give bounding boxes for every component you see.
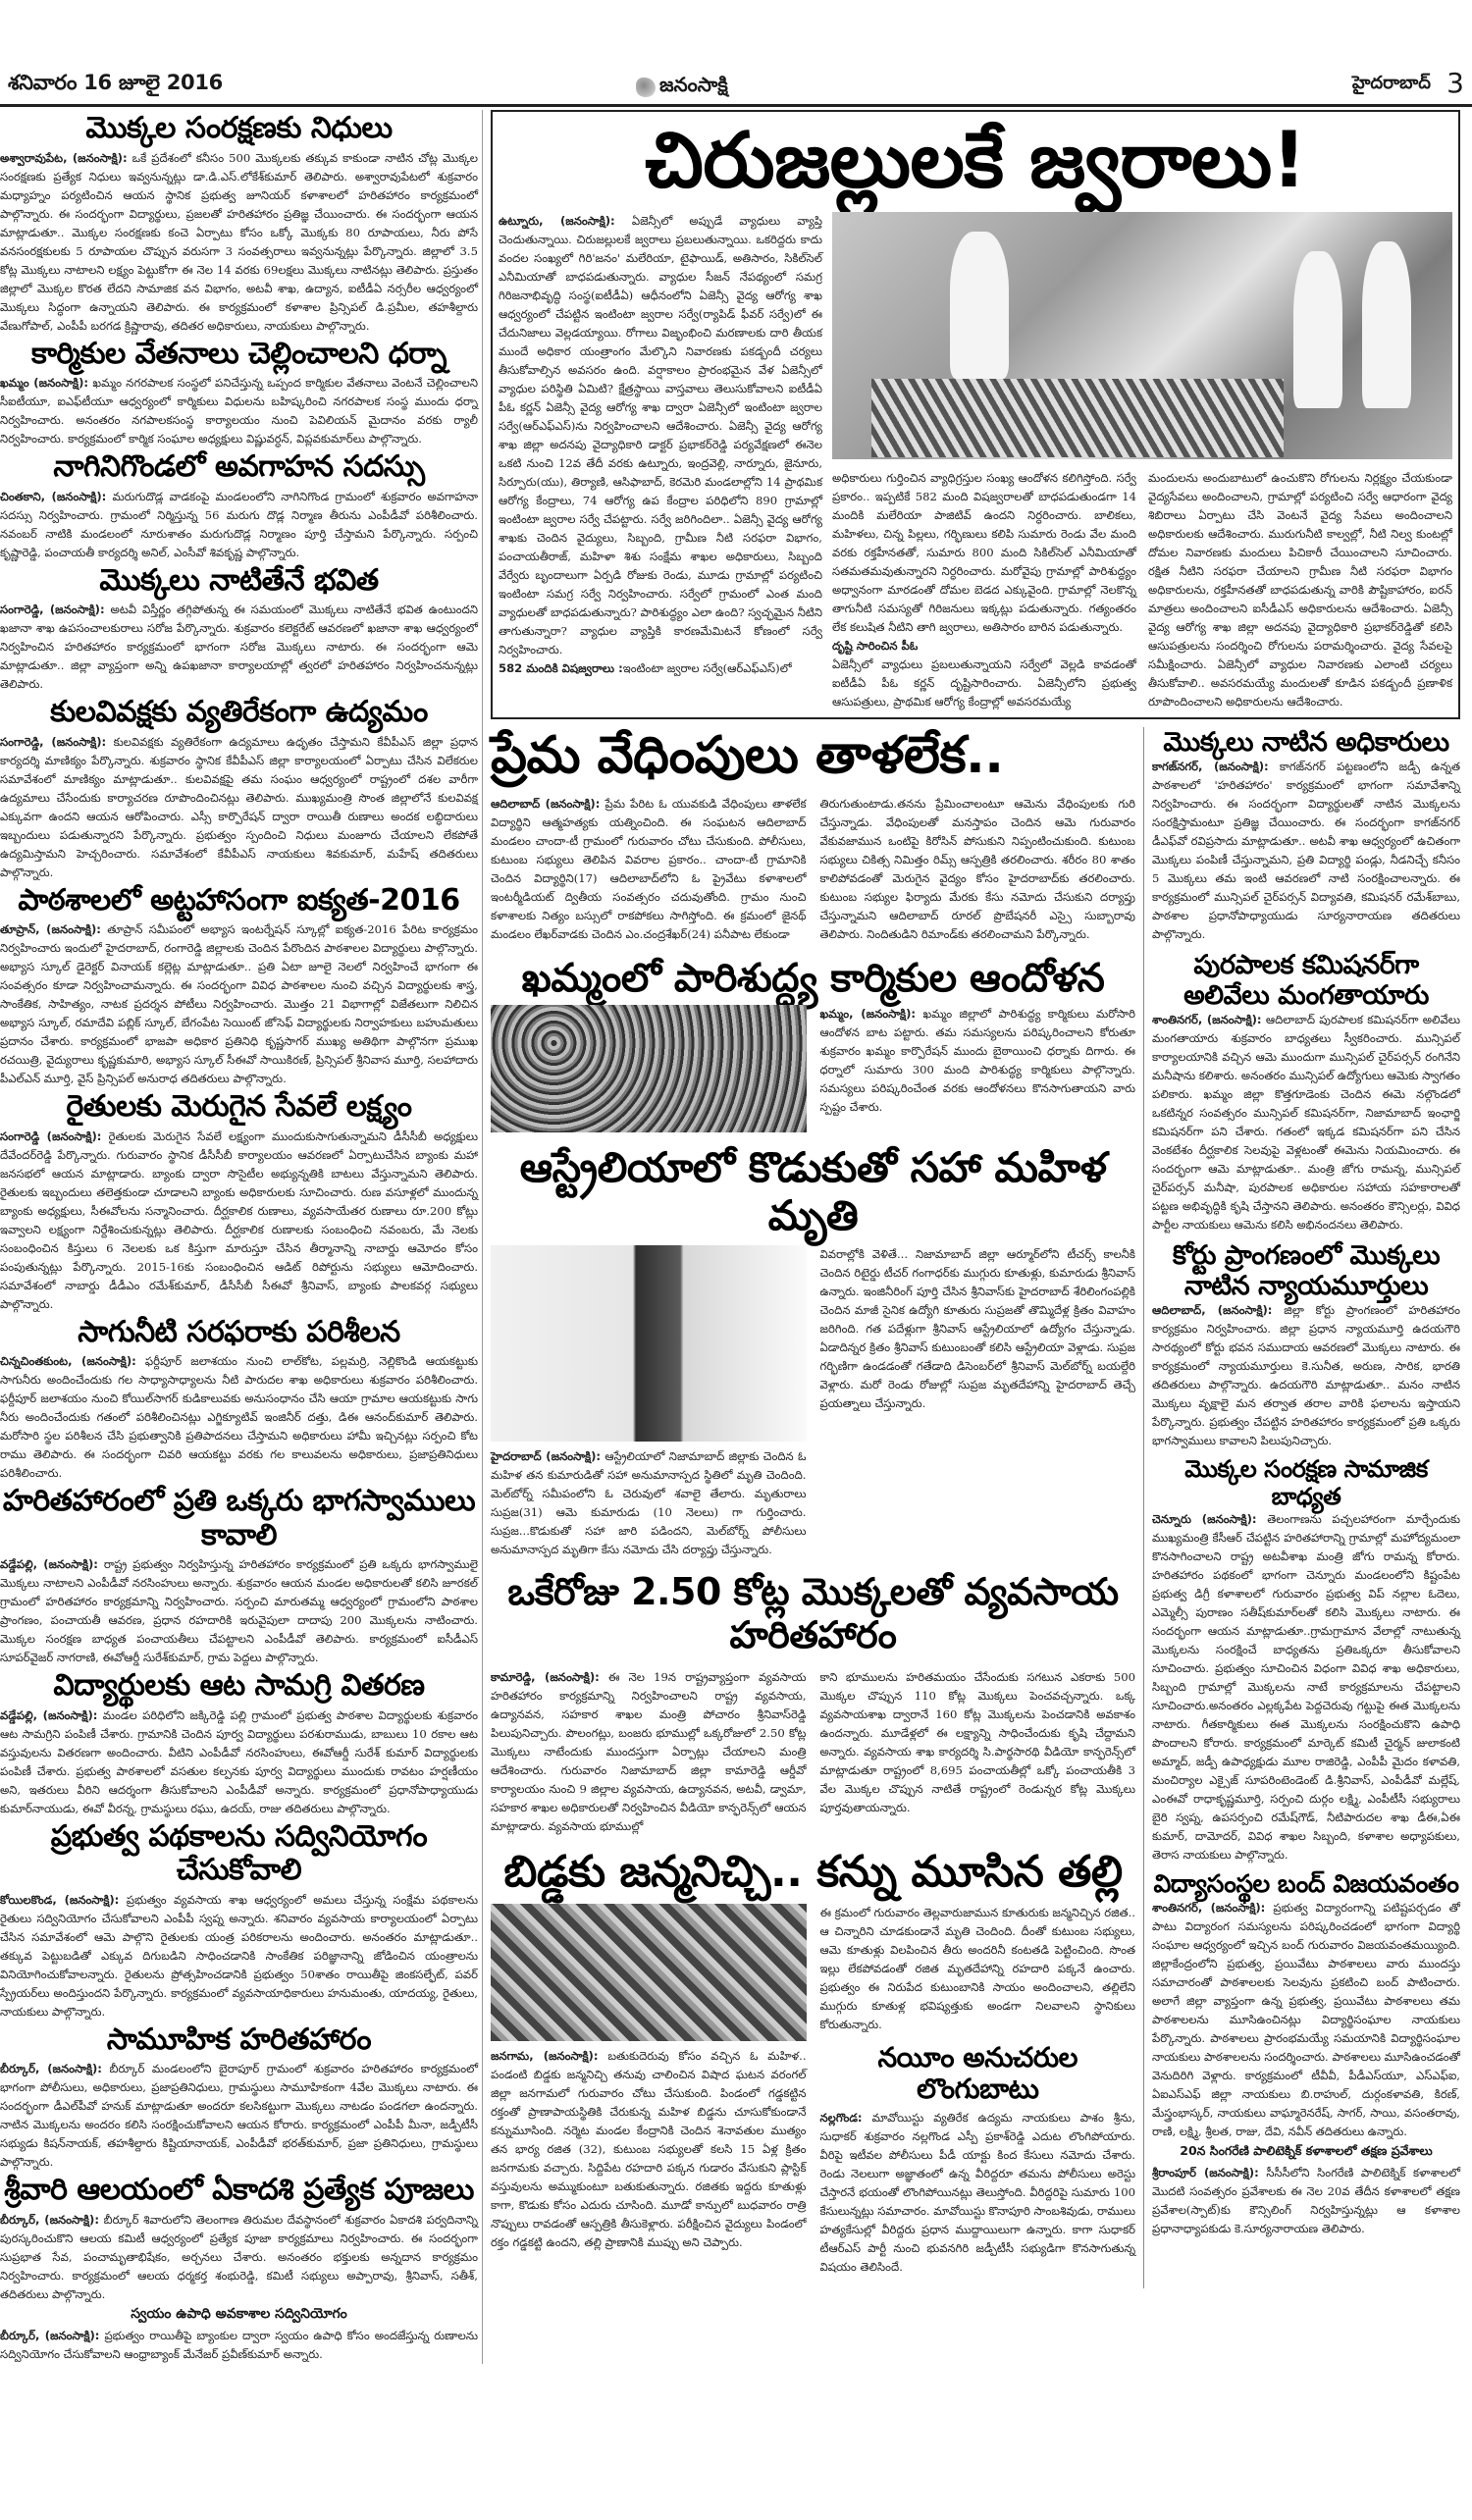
dateline: ఖమ్మం, (జనంసాక్షి): [819, 1007, 917, 1022]
article-body: కులవివక్షకు వ్యతిరేకంగా ఉద్యమాలు ఉధృతం చేస్తామని కేవీపీఎస్ జిల్లా ప్రధాన కార్యదర్శి మాణిక్యం పేర్కొన్నారు. శుక్రవారం స్థానిక కేవీపీఎస్ జిల్లా కార్యాలయంలో ఏర్పాటు చేసిన విలేకరుల సమావేశంలో మాణిక్యం మాట్లాడుతూ.. కులవివక్షపై తమ సంఘం ఆధ్వర్యంలో రాష్ట్రంలో దశల వారీగా ఉద్యమాలు చేసేందుకు కార్యాచరణ రూపొందించినట్లు తెలిపారు. ముఖ్యమంత్రి సొంత జిల్లాలోనే కులవివక్ష ఎక్కువగా ఉందని ఆయన ఆరోపించారు. ఎస్సీ కార్పొరేషన్ ద్వారా రాయితీ రుణాలు అందక లబ్ధిదారులు ఇబ్బందులు పడుతున్నారని పేర్కొన్నారు. ప్రభుత్వం స్పందించి నిధులు మంజూరు చేయాలని లేకపోతే ఉద్యమిస్తామని హెచ్చరించారు. సమావేశంలో కేవీపీఎస్ నాయకులు శివకుమార్, మహేష్ తదితరులు పాల్గొన్నారు. [0, 734, 478, 879]
headline: కులవివక్షకు వ్యతిరేకంగా ఉద్యమం [50, 695, 428, 729]
article-body: ప్రేమ పేరిట ఓ యువకుడి వేధింపులు తాళలేక విద్యార్థిని ఆత్మహత్యకు యత్నించింది. ఈ సంఘటన ఆదిలాబాద్ మండలం చాందా-టీ గ్రామంలో గురువారం చోటు చేసుకుంది. పోలీసులు, కుటుంబ సభ్యులు తెలిపిన వివరాల ప్రకారం.. చాందా-టీ గ్రామానికి చెందిన విద్యార్థిని(17) ఆదిలాబాద్‌లోని ఓ ప్రైవేటు కళాశాలలో ఇంటర్మీడియట్ ద్వితీయ సంవత్సరం చదువుతోంది. గ్రామం నుంచి కళాశాలకు నిత్యం బస్సులో రాకపోకలు సాగిస్తోంది. ఈ క్రమంలో జైనథ్ మండలం లేఖర్‌వాడకు చెందిన ఎం.చంద్రశేఖర్(24) పనీపాట లేకుండా [491, 797, 807, 942]
dateline: శ్రీరాంపూర్ (జనంసాక్షి): [1152, 2165, 1259, 2179]
dateline: తూప్రాన్, (జనంసాక్షి): [0, 922, 101, 936]
article-body: మండల పరిధిలోని జక్కిరెడ్డి పల్లి గ్రామంలో ప్రభుత్వ పాఠశాల విద్యార్థులకు శుక్రవారం ఆట సామగ్రిని పంపిణీ చేశారు. గ్రామానికి చెందిన పూర్వ విద్యార్థులు పరశురాముడు, బాబులు 10 రకాల ఆట వస్తువులను వితరణగా అందించారు. వీటిని ఎంపీడీవో నరసింహులు, ఈవోఆర్డీ సురేశ్ కుమార్ విద్యార్థులకు పంపిణీ చేశారు. ప్రభుత్వ పాఠశాలలో వసతుల కల్పనకు పూర్వ విద్యార్థులు ముందుకు రావటం హర్షణీయం అని, ఇతరులు వీరిని ఆదర్శంగా తీసుకోవాలని ఎంపీడీవో అన్నారు. కార్యక్రమంలో ప్రధానోపాధ్యాయుడు కుమార్‌నాయుడు, ఈవో వీరన్న, గ్రామస్థులు రఘు, ఉదయ్, రాజు తదితరులు పాల్గొన్నారు. [0, 1707, 478, 1815]
dateline: కాగజ్‌నగర్, (జనంసాక్షి): [1152, 759, 1269, 773]
dateline: ఆదిలాబాద్, (జనంసాక్షి): [1152, 1302, 1273, 1317]
article-polytechnic-spot-admissions [1152, 2143, 1460, 2238]
dateline: ఉట్నూరు, (జనంసాక్షి): [499, 213, 615, 228]
dateline: నల్లగొండ: [819, 2111, 863, 2126]
article-body: తెలంగాణను పచ్చలహారంగా మార్చేందుకు ముఖ్యమంత్రి కేసీఆర్ చేపట్టిన హరితహారాన్ని గ్రామాల్లో మహోద్యమంలా కొనసాగించాలని రాష్ట్ర అటవీశాఖ మంత్రి జోగు రామన్న కోరారు. హరితహారం పథకంలో భాగంగా చెన్నూరు మండలంలోని కిష్టంపేట ప్రభుత్వ డిగ్రీ కళాశాలలో గురువారం ప్రభుత్వ విప్ నల్లాల ఓదెలు, ఎమ్మెల్సీ పురాణం సతీష్‌కుమార్‌లతో కలిసి మొక్కలు నాటారు. ఈ సందర్భంగా ఆయన మాట్లాడుతూ..గ్రామగ్రామాన వేలాల్లో నాటుతున్న మొక్కలను సంరక్షించే బాధ్యతను ప్రతిఒక్కరూ తీసుకోవాలని సూచించారు. ప్రభుత్వం సూచించిన విధంగా వివిధ శాఖ అధికారులు, సిబ్బంది గ్రామాల్లో మొక్కలను నాటే కార్యక్రమాలను చేపట్టాలని సూచించారు.అనంతరం ఎల్లక్కపేట పెద్దచెరువు గట్టుపై ఈత మొక్కలను నాటారు. గీతకార్మికులు ఈత మొక్కలను సంరక్షించుకొని ఉపాధి పొందాలని కోరారు. కార్యక్రమంలో మార్కెట్ కమిటీ చైర్మన్ జులాకంటి అమ్మాద్, జడ్పీ ఉపాధ్యక్షుడు మూల రాజిరెడ్డి, ఎంపీపీ మైదం కళావతి, మంచిర్యాల ఎక్సైజ్ సూపరింటెండెంట్ డి.శ్రీనివాస్, ఎంపీడీవో మల్లేష్, ఎంఈవో రాధాకృష్ణమూర్తి, సర్పంచి దుర్గం లక్ష్మి, ఎంపీటీసీ సభ్యురాలు బైరి స్వప్న, ఉపసర్పంచి రమేష్‌గౌడ్, నీటిపారుదల శాఖ డీఈ,ఏఈ కుమార్, దామోదర్, వివిధ శాఖల సిబ్బంది, కళాశాల అధ్యాపకులు, తెరాస నాయకులు పాల్గొన్నారు. [1152, 1512, 1461, 1863]
article-workers-dharna [0, 338, 478, 449]
article-aikyata-2016 [0, 884, 478, 1089]
dateline: ఖమ్మం (జనంసాక్షి): [0, 376, 89, 390]
article-body: మందులను అందుబాటులో ఉంచుకొని రోగులను నిర్లక్ష్యం చేయకుండా వైద్యసేవలు అందించాలని, గ్రామాల్లో పర్యటించి సర్వే ఆధారంగా వైద్య శిబిరాలు ఏర్పాటు చేసి వెంటనే వైద్య సేవలు అందించాలని అధికారులకు ఆదేశించారు. మురుగునీటి కాల్వల్లో, నీటి నిల్వ కుంటల్లో దోమల నివారణకు మందులు పిచికారీ చేయించాలని సూచించారు. రక్షిత నీటిని సరఫరా చేయాలని గ్రామీణ నీటి సరఫరా విభాగం అధికారులను, రక్తహీనతతో బాధపడుతున్న వారికి పౌష్టికాహారం, ఐరన్ మాత్రలు అందించాలని ఐసీడీఎస్ అధికారులను ఆదేశించారు. ఏజెన్సీ వైద్య ఆరోగ్య శాఖ జిల్లా అదనపు వైద్యాధికారి ప్రభాకర్‌రెడ్డితో కలిసి ఆసుపత్రులను సందర్శించి రోగులను పరామర్శించారు. వైద్య సేవలపై సమీక్షించారు. ఏజెన్సీలో వ్యాధుల నివారణకు ఎలాంటి చర్యలు తీసుకోవాలి.. అవసరమయ్యే మందులతో కూడిన పకడ్బందీ ప్రణాళిక రూపొందించాలని అధికారులను ఆదేశించారు. [1148, 470, 1452, 709]
article-farmer-services [0, 1090, 478, 1314]
dateline: చెన్నూరు (జనంసాక్షి): [1152, 1512, 1257, 1527]
article-body: ఇంటింటా జ్వరాల సర్వే(ఆర్ఎఫ్ఎస్)లో [622, 660, 792, 675]
headline: మొక్కలు నాటితేనే భవిత [99, 562, 379, 598]
headline: ప్రభుత్వ పథకాలను సద్వినియోగం చేసుకోవాలి [50, 1818, 428, 1887]
headline: ఖమ్మంలో పారిశుద్ధ్య కార్మికుల ఆందోళన [521, 956, 1105, 1002]
lead-subhead-fevers: 582 మందికి విషజ్వరాలు : [499, 660, 623, 675]
subheadline: 20న సింగరేణి పాలిటెక్నిక్ కళాశాలలో తక్షణ ప్రవేశాలు [1180, 2142, 1433, 2158]
article-mother-dies-after-birth [491, 1848, 1135, 2277]
article-body: రాష్ట్ర ప్రభుత్వం నిర్వహిస్తున్న హరితహారం కార్యక్రమంలో ప్రతి ఒక్కరు భాగస్వాములై మొక్కలు నాటాలని ఎంపీడీవో నరసింహులు అన్నారు. శుక్రవారం ఆయన మండల అధికారులతో కలిసి జూరకల్ గ్రామంలో హరితహారం కార్యక్రమాన్ని నిర్వహించారు. సర్పంచి మారుతమ్మ ఆధ్వర్యంలో గ్రామంలోని పాఠశాల ప్రాంగణం, పంచాయతీ ఆవరణ, ప్రధాన రహదారికి ఇరువైపులా దాదాపు 200 మొక్కలను నాటించారు. మొక్కల సంరక్షణ బాధ్యత పంచాయతీలు చేపట్టాలని ఎంపీడీవో తెలిపారు. కార్యక్రమంలో ఐసీడీఎస్ సూపర్‌వైజర్ నాగరాణి, ఈవోఆర్డీ సురేశ్‌కుమార్, గ్రామ పెద్దలు పాల్గొన్నారు. [0, 1557, 478, 1664]
dateline: బీర్కూర్, (జనంసాక్షి): [0, 2328, 100, 2342]
article-body: ప్రభుత్వ విద్యారంగాన్ని పటిష్టపర్చడం తో పాటు విద్యారంగ సమస్యలను పరిష్కరించడంలో భాగంగా విద్యార్థి సంఘాల ఆధ్వర్యంలో ఇచ్చిన బంద్ గురువారం విజయవంతమయ్యింది. జిల్లాకేంద్రంలోని ప్రభుత్వ, ప్రయివేటు పాఠశాలలు వారు ముందస్తు సమాచారంతో పాఠశాలలకు సెలవును ప్రకటించి బంద్ పాటించారు. అలాగే జిల్లా వ్యాప్తంగా ఉన్న ప్రభుత్వ, ప్రయివేటు పాఠశాలలు తమ పాఠశాలలను మూసిఉంచినట్లు విద్యార్థిసంఘాల నాయకులు పేర్కొన్నారు. పాఠశాలలు ప్రారంభమయ్యే సమయానికి విద్యార్థిసంఘాల నాయకులు పాఠశాలలను సందర్శించారు. పాఠశాలలు మూసిఉంచడంతో వెనుదిరిగి వెళ్లారు. కార్యక్రమంలో టీవీవీ, పీడీఎస్‌యూ, ఎస్ఎఫ్ఐ, ఏఐఎస్ఎఫ్ జిల్లా నాయకులు బి.రాహుల్, దుర్గంకళావతి, కిరణ్, మేస్త్రంభాస్కర్, నాయకులు వాఘ్మారెనరేష్, సాగర్, సాయి, వసంతరావు, రాణి, లక్ష్మి, శ్రీలత, రాజు, దేవి, నవీన్ తదితరులు ఉన్నారు. [1152, 1900, 1461, 2138]
photo-couple-portrait [491, 1245, 807, 1442]
left-column [0, 110, 483, 2364]
dateline: కామారెడ్డి, (జనంసాక్షి): [491, 1670, 600, 1685]
lead-headline: చిరుజల్లులకే జ్వరాలు! [645, 117, 1306, 205]
article-body: ప్రభుత్వం రాయితీపై బ్యాంకుల ద్వారా స్వయం ఉపాధి కోసం అందజేస్తున్న రుణాలను సద్వినియోగం చేసుకోవాలని ఆంధ్రాబ్యాంక్ మేనేజర్ ప్రవీణ్‌కుమార్ అన్నారు. [0, 2328, 478, 2361]
article-awareness-meeting [0, 450, 478, 562]
article-plant-protection-social-duty [1152, 1456, 1460, 1864]
dateline: బీర్కూర్, (జనంసాక్షి): [0, 2212, 99, 2227]
photo-protest-crowd [491, 1005, 807, 1132]
subheadline: స్వయం ఉపాధి అవకాశాల సద్వినియోగం [131, 2305, 347, 2322]
article-body: ఆదిలాబాద్ పురపాలక కమిషనర్‌గా అలివేలు మంగతాయారు శుక్రవారం బాధ్యతలు స్వీకరించారు. మున్సిపల్ కార్యాలయానికి వచ్చిన ఆమె ముందుగా మున్సిపల్ చైర్‌పర్సన్ రంగినేని మనీషాను కలిశారు. అనంతరం మున్సిపల్ ఉద్యోగులు ఆమెకు స్వాగతం పలికారు. ఖమ్మం జిల్లా కొత్తగూడెంకు చెందిన ఈమె నల్గొండలో ఒకటిన్నర సంవత్సరం మున్సిపల్ కమిషనర్‌గా, నిజామాబాద్ ఇంఛార్జి కమిషనర్‌గా పని చేశారు. గతంలో ఇక్కడ కమిషనర్‌గా పని చేసిన వెంకటేశం దీర్ఘకాలిక సెలవుపై వెళ్లటంతో ఈమెను నియమించారు. ఈ సందర్భంగా ఆమె మాట్లాడుతూ.. మంత్రి జోగు రామన్న, మున్సిపల్ చైర్‌పర్సన్ మనీషా, పురపాలక అధికారుల సహాయ సహకారాలతో పట్టణ అభివృద్ధికి కృషి చేస్తానని తెలిపారు. అనంతరం కౌన్సిలర్లు, వివిధ పార్టీల నాయకులు ఆమెను కలిసి అభినందనలు తెలిపారు. [1152, 1012, 1460, 1232]
article-collective-haritha-haram [0, 2023, 478, 2173]
article-funds-for-plants [0, 112, 478, 336]
headline: మొక్కల సంరక్షణ సామాజిక బాధ్యత [1184, 1454, 1428, 1510]
article-body: మావోయిస్టు వ్యతిరేక ఉద్యమ నాయకులు పాశం శ్రీను, సుధాకర్ శుక్రవారం నల్లగొండ ఎస్పీ ప్రకాశ్‌రెడ్డి ఎదుట లొంగిపోయారు. వీరిపై ఇటీవల పోలీసులు పీడీ యాక్టు కింద కేసులు నమోదు చేశారు. రెండు నెలలుగా అజ్ఞాతంలో ఉన్న వీరిద్దరూ తమను పోలీసులు అరెస్టు చేస్తారనే భయంతో లొంగిపోయినట్లు తెలుస్తోంది. వీరిద్దరిపై సుమారు 100 కేసులున్నట్లు సమాచారం. మావోయిస్టు కొనాపూరి సాంబశివుడు, రాములు హత్యకేసుల్లో వీరిద్దరు ప్రధాన ముద్దాయిలుగా ఉన్నారు. కాగా సుధాకర్ టీఆర్ఎస్ పార్టీ నుంచి భువనగిరి జడ్పీటీసీ సభ్యుడిగా కొనసాగుతున్న విషయం తెలిసిందే. [819, 2111, 1136, 2275]
article-body: బీర్కూర్ మండలంలోని బైరాపూర్ గ్రామంలో శుక్రవారం హరితహారం కార్యక్రమంలో భాగంగా పోలీసులు, అధికారులు, ప్రజాప్రతినిధులు, గ్రామస్థులు సామూహికంగా 4వేల మొక్కలు నాటారు. ఈ సందర్భంగా డీఎల్‌పీవో హనుక్ మాట్లాడుతూ అందరూ కలసికట్టుగా మొక్కలు నాటడం పండగలా ఉందన్నారు. నాటిన మొక్కలను అందరం కలిసి సంరక్షించుకోవాలని ఆయన కోరారు. కార్యక్రమంలో ఎంపీపీ మీనా, జడ్పీటీసీ సభ్యుడు కిషన్‌నాయక్, తహశీల్దారు కిష్టియానాయక్, ఎంపీడీవో భరత్‌కుమార్, ప్రజా ప్రతినిధులు, గ్రామస్థులు పాల్గొన్నారు. [0, 2062, 479, 2169]
article-body: కాగజ్‌నగర్ పట్టణంలోని జడ్పీ ఉన్నత పాఠశాలలో 'హరితహారం' కార్యక్రమంలో భాగంగా సమావేశాన్ని నిర్వహించారు. ఈ సందర్భంగా విద్యార్థులతో నాటిన మొక్కలను సంరక్షిస్తామంటూ ప్రతిజ్ఞ చేయించారు. ఈ సందర్భంగా కాగజ్‌నగర్ డీఎఫ్‌వో రవిప్రసాదు మాట్లాడుతూ.. అటవీ శాఖ ఆధ్వర్యంలో ఉచితంగా మొక్కలు పంపిణీ చేస్తున్నామని, ప్రతి విద్యార్థి పండ్లు, నీడనిచ్చే కనీసం 5 మొక్కలు తమ ఇంటి ఆవరణలో నాటి సంరక్షించాలన్నారు. ఈ కార్యక్రమంలో మున్సిపల్ చైర్‌పర్సన్ విద్యావతి, కమిషనర్ రమేశ్‌బాబు, పాఠశాల ప్రధానోపాధ్యాయుడు సూర్యనారాయణ తదితరులు పాల్గొన్నారు. [1152, 759, 1461, 941]
center-column [491, 727, 1144, 2289]
article-caste-discrimination [0, 696, 478, 882]
article-australia-woman-death [491, 1144, 1135, 1559]
article-body: ఖమ్మం నగరపాలక సంస్థలో పనిచేస్తున్న ఒప్పంద కార్మికుల వేతనాలు వెంటనే చెల్లించాలని సీఐటీయూ, ఐఎఫ్‌టీయూ ఆధ్వర్యంలో కార్మికులు విధులను బహిష్కరించి నగరపాలక సంస్థ ముందు ధర్నా నిర్వహించారు. అనంతరం నగపాలకసంస్థ కార్యాలయం నుంచి పెవిలియన్ మైదానం వరకు ర్యాలీ నిర్వహించారు. కార్యక్రమంలో కార్మిక సంఘాల అధ్యక్షులు విష్ణువర్ధన్, విప్లవకుమార్‌లు పాల్గొన్నారు. [0, 376, 479, 446]
paper-name: జనంసాక్షి [659, 73, 728, 96]
lead-body-col-3 [1148, 469, 1452, 711]
headline: హరితహారంలో ప్రతి ఒక్కరు భాగస్వాములు కావాలి [2, 1484, 476, 1552]
dateline: సంగారెడ్డి, (జనంసాక్షి): [0, 734, 107, 749]
headline: సామూహిక హరితహారం [106, 2021, 372, 2057]
page-body [0, 107, 1472, 2364]
article-body: బీర్కూర్ శివారులోని తెలంగాణ తిరుమల దేవస్థానంలో శుక్రవారం ఏకాదశి పర్వదినాన్ని పురస్కరించుకొని ఆలయ కమిటీ ఆధ్వర్యంలో ప్రత్యేక పూజా కార్యక్రమాలు నిర్వహించారు. ఈ సందర్భంగా సుప్రభాత సేవ, పంచామృతాభిషేకం, అర్చనలు చేశారు. అనంతరం భక్తులకు అన్నదాన కార్యక్రమం నిర్వహించారు. కార్యక్రమంలో ఆలయ ధర్మకర్త శంభురెడ్డి, కమిటీ సభ్యులు అప్పారావు, శ్రీనివాస్, సతీశ్, తదితరులు పాల్గొన్నారు. [0, 2212, 478, 2301]
headline: విద్యాసంస్థల బంద్ విజయవంతం [1153, 1869, 1459, 1899]
article-body: జిల్లా కోర్టు ప్రాంగణంలో హరితహారం కార్యక్రమం నిర్వహించారు. జిల్లా ప్రధాన న్యాయమూర్తి ఉదయగౌరి సారథ్యంలో కోర్టు భవన సముదాయ ఆవరణలో మొక్కలు నాటారు. ఈ కార్యక్రమంలో న్యాయమూర్తులు కె.సునీత, అరుణ, సారిక, భారతి తదితరులు పాల్గొన్నారు. ఉదయగౌరి మాట్లాడుతూ.. మనం నాటిన మొక్కలు వృక్షాలై మన తర్వాత తరాల వారికి ఫలాలను ఇస్తాయని పేర్కొన్నారు. ప్రభుత్వం చేపట్టిన హరితహారం కార్యక్రమంలో ప్రతి ఒక్కరు భాగస్వాములు కావాలని పిలుపునిచ్చారు. [1152, 1302, 1460, 1447]
lead-photo-hospital-ward [832, 212, 1452, 459]
issue-date: శనివారం 16 జూలై 2016 [8, 71, 223, 94]
dateline: కోయిలకొండ, (జనంసాక్షి): [0, 1892, 120, 1907]
dateline: బీర్కూర్, (జనంసాక్షి): [0, 2062, 102, 2075]
lead-body-col-2 [832, 469, 1136, 711]
article-body: మరుగుదొడ్ల వాడకంపై మండలంలోని నాగినిగొండ గ్రామంలో శుక్రవారం అవగాహనా సదస్సు నిర్వహించారు. గ్రామంలో నిర్మిస్తున్న 56 మరుగు దొడ్ల నిర్మాణ తీరును ఎంపీడీవో పరిశీలించారు. నవంబర్ నాటికి మండలంలో నూరుశాతం మరుగుదొడ్ల నిర్మాణం పూర్తి చేస్తామని పేర్కొన్నారు. సర్పంచి కృష్ణారెడ్డి, పంచాయతీ కార్యదర్శి అనిల్, ఎంసీవో శివకృష్ణ పాల్గొన్నారు. [0, 489, 478, 559]
headline: మొక్కలు నాటిన అధికారులు [1163, 726, 1449, 758]
dateline: సంగారెడ్డి, (జనంసాక్షి): [0, 603, 105, 616]
page-number: 3 [1446, 67, 1464, 99]
lead-story [491, 110, 1460, 719]
masthead [8, 67, 1464, 104]
article-agri-haritha-haram [491, 1571, 1135, 1836]
dateline: వడ్డేపల్లి, (జనంసాక్షి): [0, 1557, 98, 1571]
article-love-harassment [491, 727, 1135, 945]
lead-subhead: దృష్టి సారించిన పీఓ [832, 638, 919, 653]
article-body: ప్రభుత్వం వ్యవసాయ శాఖ ఆధ్వర్యంలో అమలు చేస్తున్న సంక్షేమ పథకాలను రైతులు సద్వినియోగం చేసుకోవాలని ఎంపీపీ స్వప్న అన్నారు. శనివారం వ్యవసాయ కార్యాలయంలో ఏర్పాటు చేసిన సమావేశంలో ఆమె పాల్గొని రైతులకు యంత్ర పరికరాలను అందించారు. అనంతరం మాట్లాడుతూ.. తక్కువ పెట్టుబడితో ఎక్కువ దిగుబడిని సాధించడానికి సాంకేతిక పరిజ్ఞానాన్ని జోడించిన యంత్రాలను వినియోగించుకోవాలన్నారు. రైతులను ప్రోత్సహించడానికి ప్రభుత్వం 50శాతం రాయితీపై జింకసల్ఫేట్, పవర్ స్ప్రేయర్‌లు అందిస్తుందని పేర్కొన్నారు. కార్యక్రమంలో వ్యవసాయాధికారులు హనుమంతు, యాదయ్య, రైతులు, నాయకులు పాల్గొన్నారు. [0, 1892, 479, 2019]
lead-footer-line [499, 659, 822, 678]
headline: ప్రేమ వేధింపులు తాళలేక.. [491, 725, 1004, 785]
dateline: అశ్వారావుపేట, (జనంసాక్షి): [0, 150, 128, 165]
article-municipal-commissioner [1152, 950, 1460, 1234]
article-body: రైతులకు మెరుగైన సేవలే లక్ష్యంగా ముందుకుసాగుతున్నామని డీసీసీబీ అధ్యక్షులు దేవేందర్‌రెడ్డి పేర్కొన్నారు. గురువారం స్థానిక డీసీసీబీ కార్యాలయం ఆవరణలో ఏర్పాటుచేసిన బ్యాంకు మహా జనసభలో ఆయన మాట్లాడారు. బ్యాంకు ద్వారా సొసైటీల అభ్యున్నతికి బాటలు వేస్తున్నామని తెలిపారు. రైతులకు ఇబ్బందులు తలెత్తకుండా చూడాలని బ్యాంకు అధికారులకు సూచించారు. రుణ వసూళ్లలో ముందున్న బ్యాంకు అధ్యక్షులు, సీఈవోలను సన్మానించారు. దీర్ఘకాలిక రుణాలు, వ్యవసాయేతర రుణాలు రూ.200 కోట్లు ఇవ్వాలని లక్ష్యంగా నిర్దేశించుకున్నట్లు తెలిపారు. దీర్ఘకాలిక రుణాలకు సంబంధించి నవంబరు, మే నెలకు సంబంధించిన కిస్తులు 6 నెలలకు ఒక కిస్తుగా మారుస్తూ చేసిన తీర్మానాన్ని నాబార్డు ఆమోదం కోసం పంపుతున్నట్లు పేర్కొన్నారు. 2015-16కు సంబంధించిన ఆడిట్ రిపోర్టును సభ్యులు ఆమోదించారు. సమావేశంలో నాబార్డు డీడీఎం రమేశ్‌కుమార్, డీసీసీబీ సీఈవో శ్రీనివాస్, బ్యాంకు పాలకవర్గ సభ్యులు పాల్గొన్నారు. [0, 1129, 479, 1311]
article-body: వివరాల్లోకి వెళితే... నిజామాబాద్ జిల్లా ఆర్మూర్‌లోని టీచర్స్ కాలనీకి చెందిన రిటైర్డు టీచర్ గంగాధర్‌కు ముగ్గురు కూతుళ్లు, కుమారుడు శ్రీనివాస్ ఉన్నారు. ఇంజినీరింగ్ పూర్తి చేసిన శ్రీనివాస్‌కు హైదరాబాద్ శేరిలింగంపల్లికి చెందిన మాజీ సైనిక ఉద్యోగి కూతురు సుప్రజతో తొమ్మిదేళ్ల క్రితం వివాహం జరిగింది. గత పదేళ్లుగా శ్రీనివాస్ ఆస్ట్రేలియాలో ఉద్యోగం చేస్తున్నాడు. ఏడాదిన్నర క్రితం శ్రీనివాస్ కుటుంబంతో కలిసి ఆస్ట్రేలియా వెళ్లాడు. సుప్రజ గర్భిణిగా ఉండడంతో గతేడాది డిసెంబర్‌లో శ్రీనివాస్ మెల్‌బోర్న్ బయల్దేరి వెళ్లారు. మరో రెండు రోజుల్లో సుప్రజ మృతదేహాన్ని హైదరాబాద్ తెచ్చే ప్రయత్నాలు చేస్తున్నారు. [819, 1247, 1135, 1411]
dateline: చిన్నచింతకుంట, (జనంసాక్షి): [0, 1354, 136, 1368]
dateline: సంగారెడ్డి (జనంసాక్షి): [0, 1129, 102, 1143]
article-body: బతుకుదెరువు కోసం వచ్చిన ఓ మహిళ.. పండంటి బిడ్డకు జన్మనిచ్చి తనువు చాలించిన విషాద ఘటన వరంగల్ జిల్లా జనగామలో గురువారం చోటు చేసుకుంది. పిండంలో గడ్డకట్టిన రక్తంతో ప్రాణాపాయస్థితికి చేరుకున్న మహిళ బిడ్డను చూసుకోకుండానే కన్నుమూసింది. నర్మెట మండల కేంద్రానికి చెందిన శెనావతుల ముత్యం తన భార్య రజిత (32), కుటుంబ సభ్యులతో కలసి 15 ఏళ్ల క్రితం జనగామకు వచ్చారు. సిద్దిపేట రహదారి పక్కన గుడారం వేసుకుని ప్లాస్టిక్ వస్తువులను అమ్ముకుంటూ బతుకుతున్నారు. రజితకు ఇద్దరు కూతుళ్లు కాగా, కొడుకు కోసం ఎదురు చూసింది. మూడో కాన్పులో బుధవారం రాత్రి నొప్పులు రావడంతో ఆస్పత్రికి తీసుకెళ్లారు. పరీక్షించిన వైద్యులు పిండంలో రక్తం గడ్డకట్టి ఉందని, తల్లి ప్రాణానికి ముప్పు అని చెప్పారు. [491, 2049, 807, 2250]
headline: నయీం అనుచరుల లొంగుబాటు [877, 2041, 1078, 2106]
article-body: ఈ నెల 19న రాష్ట్రవ్యాప్తంగా వ్యవసాయ హరితహారం కార్యక్రమాన్ని నిర్వహించాలని రాష్ట్ర వ్యవసాయ, ఉద్యానవన, సహకార శాఖల మంత్రి పోచారం శ్రీనివాస్‌రెడ్డి పిలుపునిచ్చారు. పొలంగట్లు, బంజరు భూముల్లో ఒక్కరోజులో 2.50 కోట్ల మొక్కలు నాటేందుకు ముందస్తుగా ఏర్పాట్లు చేయాలని మంత్రి ఆదేశించారు. గురువారం నిజామాబాద్ జిల్లా కామారెడ్డి ఆర్డీవో కార్యాలయం నుంచి 9 జిల్లాల వ్యవసాయ, ఉద్యానవన, అటవీ, డ్వామా, సహకార శాఖల అధికారులతో నిర్వహించిన వీడియో కాన్ఫరెన్స్‌లో ఆయన మాట్లాడారు. వ్యవసాయ భూముల్లో [491, 1670, 807, 1834]
headline: నాగినిగొండలో అవగాహన సదస్సు [53, 449, 425, 484]
edition-city: హైదరాబాద్ [1351, 73, 1431, 93]
article-body: ఏజెన్సీలో అప్పుడే వ్యాధులు వ్యాప్తి చెందుతున్నాయి. చిరుజల్లులకే జ్వరాలు ప్రబలుతున్నాయి. ఒకరిద్దరు కాదు వందల సంఖ్యలో గిరి'జనం' మలేరియా, టైఫాయిడ్, అతిసారం, సికిల్‌సెల్ ఎనీమియాతో బాధపడుతున్నారు. వ్యాధుల సీజన్ నేపథ్యంలో సమగ్ర గిరిజనాభివృద్ధి సంస్థ(ఐటీడీఏ) ఆధీనంలోని ఏజెన్సీ వైద్య ఆరోగ్య శాఖ ఆధ్వర్యంలో చేపట్టిన ఇంటింటా జ్వరాల సర్వే(ర్యాపిడ్ ఫీవర్ సర్వే)లో ఈ చేదునిజాలు వెల్లడయ్యాయి. రోగాలు విజృంభించి మరణాలకు దారి తీయక ముందే అధికార యంత్రాంగం మేల్కొని నివారణకు పకడ్బందీ చర్యలు తీసుకోవాల్సిన అవసరం ఉంది. వర్షాకాలం ప్రారంభమైన వేళ ఏజెన్సీలో వ్యాధుల పరిస్థితి ఏమిటి? క్షేత్రస్థాయి వాస్తవాలు తెలుసుకోవాలని ఐటీడీఏ పీఓ కర్ణన్ ఏజెన్సీ వైద్య ఆరోగ్య శాఖ ద్వారా ఏజెన్సీలో ఇంటింటా జ్వరాల సర్వే(ఆర్ఎఫ్ఎస్)ను నిర్వహించాలని ఆదేశించారు. ఏజెన్సీ వైద్య ఆరోగ్య శాఖ జిల్లా అదనపు వైద్యాధికారి డాక్టర్ ప్రభాకర్‌రెడ్డి పర్యవేక్షణలో ఈనెల ఒకటి నుంచి 12వ తేదీ వరకు ఉట్నూరు, ఇంద్రవెల్లి, నార్నూరు, జైనూరు, సిర్పూరు(యు), తిర్యాణి, ఆసిఫాబాద్, కెరమెరి మండలాల్లోని 14 ప్రాథమిక ఆరోగ్య కేంద్రాలు, 74 ఆరోగ్య ఉప కేంద్రాల పరిధిలోని 890 గ్రామాల్లో ఇంటింటా జ్వరాల సర్వే చేపట్టారు. సర్వే జరిగిందిలా.. ఏజెన్సీ వైద్య ఆరోగ్య శాఖకు చెందిన వైద్యులు, సిబ్బంది, గ్రామీణ నీటి సరఫరా విభాగం, పంచాయతీరాజ్, మహిళా శిశు సంక్షేమ శాఖల అధికారులు, సిబ్బంది వేర్వేరు బృందాలుగా ఏర్పడి రోజుకు రెండు, మూడు గ్రామాల్లో పర్యటించి ఇంటింటా సమగ్ర సర్వే నిర్వహించారు. సర్వేలో గ్రామంలో ఎంత మంది వ్యాధులతో బాధపడుతున్నారు? పారిశుద్ధ్యం ఎలా ఉంది? స్వచ్ఛమైన నీటిని తాగుతున్నారా? వ్యాధుల వ్యాప్తికి కారణమేమిటనే కోణంలో సర్వే నిర్వహించారు. [499, 213, 823, 656]
telangana-map-icon [636, 78, 656, 97]
article-sanitation-workers-protest [491, 956, 1135, 1132]
article-body: ఈ క్రమంలో గురువారం తెల్లవారుజామున కూతురుకు జన్మనిచ్చిన రజిత.. ఆ చిన్నారిని చూడకుండానే మృతి చెందింది. దీంతో కుటుంబ సభ్యులు, ఆమె కూతుళ్లు విలపించిన తీరు అందరినీ కంటతడి పెట్టించింది. సొంత ఇల్లు లేకపోవడంతో రజిత మృతదేహాన్ని రహదారి పక్కనే ఉంచారు. ప్రభుత్వం ఈ నిరుపేద కుటుంబానికి సాయం అందించాలని, తల్లిలేని ముగ్గురు కూతుళ్ల భవిష్యత్తుకు అండగా నిలవాలని స్థానికులు కోరుతున్నారు. [819, 1906, 1135, 2032]
photo-mother-hospital [491, 1904, 807, 2041]
article-nayeem-followers-surrender [820, 2042, 1136, 2277]
article-body: అటవీ విస్తీర్ణం తగ్గిపోతున్న ఈ సమయంలో మొక్కలు నాటితేనే భవిత ఉంటుందని ఖజానా శాఖ ఉపసంచాలకురాలు సరోజ పేర్కొన్నారు. శుక్రవారం కలెక్టరేట్ ఆవరణలో ఖజానా శాఖ ఆధ్వర్యంలో నిర్వహించిన హరితహారం కార్యక్రమంలో భాగంగా సరోజ మొక్కలు నాటారు. ఈ సందర్భంగా ఆమె మాట్లాడుతూ.. జిల్లా వ్యాప్తంగా అన్ని ఉపఖజానా కార్యాలయాల్లో త్వరలో హరితహారం నిర్వహించనున్నట్లు తెలిపారు. [0, 603, 478, 691]
headline: ఒకేరోజు 2.50 కోట్ల మొక్కలతో వ్యవసాయ హరితహారం [507, 1570, 1119, 1656]
dateline: ఆదిలాబాద్ (జనంసాక్షి): [491, 797, 601, 812]
headline: బిడ్డకు జన్మనిచ్చి.. కన్ను మూసిన తల్లి [503, 1847, 1123, 1898]
headline: మొక్కల సంరక్షణకు నిధులు [85, 111, 393, 145]
dateline: జనగామ, (జనంసాక్షి): [491, 2049, 599, 2064]
dateline: చింతకాని, (జనంసాక్షి): [0, 489, 107, 503]
headline: విద్యార్థులకు ఆట సామగ్రి వితరణ [53, 1668, 425, 1703]
headline: ఆస్ట్రేలియాలో కొడుకుతో సహా మహిళ మృతి [519, 1143, 1107, 1239]
headline: కార్మికుల వేతనాలు చెల్లించాలని ధర్నా [30, 336, 447, 371]
right-column [1144, 727, 1460, 2238]
article-haritha-haram-participation [0, 1485, 478, 1667]
dateline: హైదరాబాద్ (జనంసాక్షి): [491, 1449, 602, 1464]
headline: రైతులకు మెరుగైన సేవలే లక్ష్యం [66, 1089, 412, 1124]
article-body: సీసీసీలోని సింగరేణి పాలిటెక్నిక్ కళాశాలలో మొదటి సంవత్సరం ప్రవేశాలకు ఈ నెల 20వ తేదీన కళాశాలలో తక్షణ ప్రవేశాల(స్పాట్)కు కౌన్సిలింగ్ నిర్వహిస్తున్నట్లు ఆ కళాశాల ప్రధానాధ్యాపకుడు కె.సూర్యనారాయణ తెలిపారు. [1152, 2165, 1461, 2235]
article-irrigation-inspection [0, 1316, 478, 1484]
lead-body-col-1 [499, 212, 822, 678]
headline: కోర్టు ప్రాంగణంలో మొక్కలు నాటిన న్యాయమూర్తులు [1172, 1239, 1441, 1301]
article-body: ఆస్ట్రేలియాలో నిజామాబాద్ జిల్లాకు చెందిన ఓ మహిళ తన కుమారుడితో సహా అనుమానాస్పద స్థితిలో మృతి చెందింది. మెల్‌బోర్న్ సమీపంలోని ఓ చెరువులో శవాలై తేలారు. మృతురాలు సుప్రజ(31) ఆమె కుమారుడు (10 నెలలు) గా గుర్తించారు. సుప్రజ...కొడుకుతో సహా జారి పడిందని, మెల్‌బోర్న్ పోలీసులు అనుమానాస్పద మృతిగా కేసు నమోదు చేసి దర్యాప్తు చేస్తున్నారు. [491, 1449, 807, 1557]
article-body: ఏజెన్సీలో వ్యాధులు ప్రబలుతున్నాయని సర్వేలో వెల్లడి కావడంతో ఐటీడీఏ పీఓ కర్ణన్ దృష్టిసారించారు. ఏజెన్సీలోని ప్రభుత్వ ఆసుపత్రులు, ప్రాథమిక ఆరోగ్య కేంద్రాల్లో అవసరమయ్యే [832, 656, 1136, 709]
dateline: శాంతినగర్, (జనంసాక్షి): [1152, 1900, 1266, 1915]
article-body: ఫర్దీపూర్ జలాశయం నుంచి లాల్‌కోట, పల్లమర్రి, నెల్లికొండి ఆయకట్టుకు సాగునీరు అందించేందుకు గల సాధ్యాసాధ్యాలను నీటి పారుదల శాఖ అధికారులు శుక్రవారం పరిశీలించారు. ఫర్దీపూర్ జలాశయం నుంచి కోయిల్‌సాగర్ కుడికాలువకు అనుసంధానం చేసి ఆయా గ్రామాల ఆయకట్టుకు సాగు నీరు అందించేందుకు గతంలో పరిశీలించినట్లు ఎగ్జిక్యూటివ్ ఇంజినీర్ దత్తు, డిఈ ఆనంద్‌కుమార్ తెలిపారు. మరోసారి స్థల పరిశీలన చేసి ప్రభుత్వానికి ప్రతిపాదనలు చేస్తామని అధికారులు హామీ ఇచ్చినట్లు సర్పంచి కోట రాము తెలిపారు. ఈ సందర్భంగా చివరి ఆయకట్టు వరకు గల కాలువలను అధికారులు, ప్రజాప్రతినిధులు పరిశీలించారు. [0, 1354, 478, 1480]
paper-logo [636, 73, 728, 101]
article-body: అధికారులు గుర్తించిన వ్యాధిగ్రస్తుల సంఖ్య ఆందోళన కలిగిస్తోంది. సర్వే ప్రకారం.. ఇప్పటికే 582 మంది విషజ్వరాలతో బాధపడుతుండగా 14 మందికి మలేరియా పాజిటివ్ ఉందని నిర్ధరించారు. బాలికలు, మహిళలు, చిన్న పిల్లలు, గర్భిణులు కలిపి సుమారు రెండు వేల మంది వరకు రక్తహీనతతో, సుమారు 800 మంది సికిల్‌సెల్ ఎనీమియాతో సతమతమవుతున్నారని నిర్ధరించారు. మరోవైపు గ్రామాల్లో పారిశుద్ధ్యం అధ్వానంగా మారడంతో దోమల బెడద ఎక్కువైంది. గ్రామాల్లో నెలకొన్న తాగునీటి సమస్యతో గిరిజనులు ఇక్కట్లు పడుతున్నారు. గత్యంతరం లేక కలుషిత నీటిని తాగి జ్వరాలు, అతిసారం బారిన పడుతున్నారు. [832, 470, 1136, 634]
article-body: కాని భూములను హరితమయం చేసేందుకు సగటున ఎకరాకు 500 మొక్కల చొప్పున 110 కోట్ల మొక్కలు పెంచవచ్చన్నారు. ఒక్క వ్యవసాయశాఖ ద్వారానే 160 కోట్ల మొక్కలను పెంచడానికి అవకాశం ఉందన్నారు. మూడేళ్లలో ఈ లక్ష్యాన్ని సాధించేందుకు కృషి చేద్దామని అన్నారు. వ్యవసాయ శాఖ కార్యదర్శి సి.పార్థసారథి వీడియో కాన్ఫరెన్స్‌లో మాట్లాడుతూ రాష్ట్రంలో 8,695 పంచాయతీల్లో ఒక్కో పంచాయతీకి 3 వేల మొక్కల చొప్పున నాటితే రాష్ట్రంలో రెండున్నర కోట్ల మొక్కలు పూర్తవుతాయన్నారు. [819, 1670, 1135, 1815]
headline: పురపాలక కమిషనర్‌గా అలివేలు మంగతాయారు [1183, 949, 1429, 1011]
main-area [483, 110, 1472, 2288]
article-plant-future [0, 564, 478, 695]
article-judges-plant-saplings [1152, 1240, 1460, 1450]
article-ekadashi-pujas [0, 2174, 478, 2304]
article-self-employment [0, 2306, 478, 2364]
article-officials-plant-saplings [1152, 727, 1460, 944]
dateline: వడ్డేపల్లి, (జనంసాక్షి): [0, 1707, 98, 1722]
article-school-bandh-success [1152, 1870, 1460, 2141]
article-body: తూప్రాన్ సమీపంలో అభ్యాస ఇంటర్నేషన్ స్కూల్లో ఐక్యత-2016 పేరిట కార్యక్రమం నిర్వహించారు ఇందులో హైదరాబాద్, రంగారెడ్డి జిల్లాలకు చెందిన పేరొందిన పాఠశాలల విద్యార్థులు పాల్గొన్నారు. అభ్యాస స్కూల్ డైరెక్టర్ వినాయక్ కల్లెట్ల మాట్లాడుతూ.. ప్రతి ఏటా జూలై నెలలో నిర్వహించే భాగంగా ఈ సంవత్సరం కూడా నిర్వహించామన్నారు. ఈ సందర్భంగా వివిధ పాఠశాలల నుంచి వచ్చిన విద్యార్థులకు శాస్త్ర, సాంకేతిక, సాహిత్యం, నాటక ప్రదర్శన పోటీలు నిర్వహించారు. మొత్తం 21 విభాగాల్లో విజేతలుగా నిలిచిన అభ్యాస స్కూల్, రమాదేవి పబ్లిక్ స్కూల్, బేగంపేట సెయింట్ జోసెఫ్ విద్యార్థులకు నిర్వాహకులు బహుమతులు ప్రదానం చేశారు. కార్యక్రమంలో భాజపా అధికార ప్రతినిధి కృష్ణసాగర్ ముఖ్య అతిథిగా పాల్గొనగా ప్రముఖ రచయిత్రి, వైద్యురాలు కృష్ణకుమారి, అభ్యాస స్కూల్ సీఈవో సాయికిరణ్, ప్రిన్సిపల్ శ్రీనివాస మూర్తి, సలహాదారు పీఎల్ఎన్ మూర్తి, వైస్ ప్రిన్సిపల్ అనురాధ తదితరులు పాల్గొన్నారు. [0, 922, 478, 1085]
article-body: ఖమ్మం జిల్లాలో పారిశుద్ధ్య కార్మికులు మరోసారి ఆందోళన బాట పట్టారు. తమ సమస్యలను పరిష్కరించాలని కోరుతూ శుక్రవారం ఖమ్మం కార్పొరేషన్ ముందు బైఠాయించి ధర్నాకు దిగారు. ఈ ధర్నాలో సుమారు 300 మంది పారిశుద్ధ్య కార్మికులు పాల్గొన్నారు. సమస్యలు పరిష్కరించేంత వరకు ఆందోళనలు కొనసాగుతాయని వారు స్పష్టం చేశారు. [819, 1007, 1135, 1115]
article-body: తిరుగుతుంటాడు.తనను ప్రేమించాలంటూ ఆమెను వేధింపులకు గురి చేస్తున్నాడు. వేధింపులతో మనస్తాపం చెందిన ఆమె గురువారం వేకువజామున ఒంటిపై కిరోసిన్ పోసుకుని నిప్పంటించుకుంది. కుటుంబ సభ్యులు చికిత్స నిమిత్తం రిమ్స్ ఆస్పత్రికి తరలించారు. శరీరం 80 శాతం కాలిపోవడంతో మెరుగైన వైద్యం కోసం హైదరాబాద్‌కు తరలించారు. కుటుంబ సభ్యుల ఫిర్యాదు మేరకు కేసు నమోదు చేసుకుని దర్యాప్తు చేస్తున్నామని ఆదిలాబాద్ రూరల్ ప్రొబేషనరీ ఎస్సై సుబ్బారావు తెలిపారు. నిందితుడిని రిమాండ్‌కు తరలించామని పేర్కొన్నారు. [819, 797, 1135, 942]
article-sports-kit [0, 1669, 478, 1818]
dateline: శాంతినగర్, (జనంసాక్షి): [1152, 1012, 1262, 1026]
article-body: ఒకే ప్రదేశంలో కనీసం 500 మొక్కలకు తక్కువ కాకుండా నాటిన చోట్ల మొక్కల సంరక్షణకు ప్రత్యేక నిధులు ఇవ్వనున్నట్లు డా.డి.ఎస్.లోకేశ్‌కుమార్ తెలిపారు. అశ్వారావుపేటలో శుక్రవారం మధ్యాహ్నం పర్యటించిన ఆయన స్థానిక ప్రభుత్వ జూనియర్ కళాశాలలో హరితహారం కార్యక్రమంలో పాల్గొన్నారు. ఈ సందర్భంగా విద్యార్థులు, ప్రజలతో హరితహారం ప్రతిజ్ఞ చేయించారు. ఈ సందర్భంగా ఆయన మాట్లాడుతూ.. మొక్కల సంరక్షణకు కంచె ఏర్పాటు కోసం ఒక్కో మొక్కకు 80 రూపాయలు, నీరు పోసే వనసంరక్షకులకు 5 రూపాయల చొప్పున వరుసగా 3 సంవత్సరాలు ఇవ్వనున్నట్లు పేర్కొన్నారు. జిల్లాలో 3.5 కోట్ల మొక్కలు నాటాలని లక్ష్యం పెట్టుకోగా ఈ నెల 14 వరకు 69లక్షలు మొక్కలు నాటినట్లు తెలిపారు. ప్రస్తుతం జిల్లాలో మొక్కల కొరత లేదని సామాజిక వన విభాగం, అటవీ శాఖ, ఉద్యాన, ఐటీడీఏ నర్సరీల ఆధ్వర్యంలో మొక్కలు సిద్ధంగా ఉన్నాయని తెలిపారు. ఈ కార్యక్రమంలో కళాశాల ప్రిన్సిపల్ డి.ప్రమీల, తహశీల్దారు వేణుగోపాల్, ఎంపీపీ బరగడ క్రిష్ణారావు, తదితర అధికారులు, నాయకులు పాల్గొన్నారు. [0, 150, 478, 333]
article-govt-schemes [0, 1820, 478, 2021]
headline: పాఠశాలలో అట్టహాసంగా ఐక్యత-2016 [18, 882, 460, 918]
headline: శ్రీవారి ఆలయంలో ఏకాదశి ప్రత్యేక పూజలు [4, 2173, 474, 2207]
headline: సాగునీటి సరఫరాకు పరిశీలన [78, 1314, 400, 1349]
